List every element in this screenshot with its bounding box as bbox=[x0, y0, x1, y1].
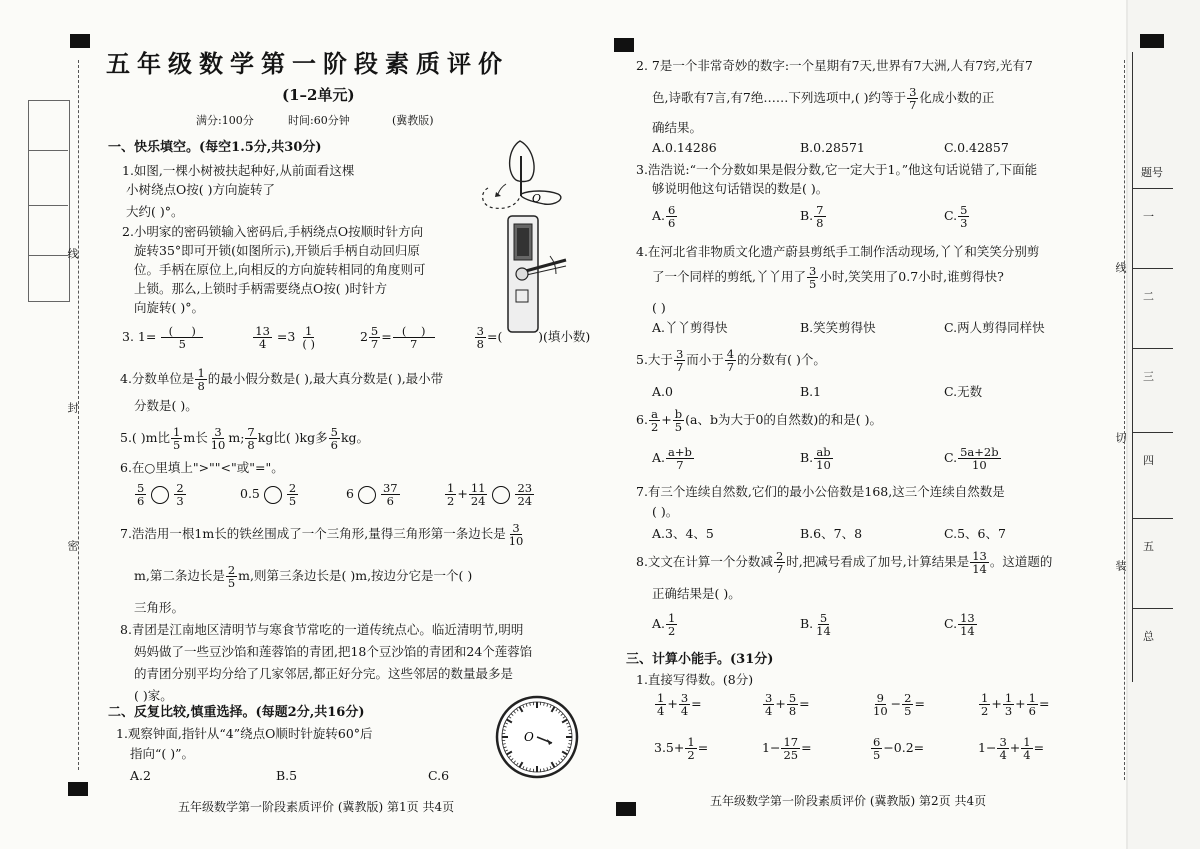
binding-divider bbox=[28, 205, 68, 206]
binding-divider bbox=[28, 255, 68, 256]
p2-question-2-line: 2. 7是一个非常奇妙的数字:一个星期有7天,世界有7大洲,人有7窍,光有7 bbox=[636, 58, 1033, 73]
calc-item: $\frac{9}{10}$ − $\frac{2}{5}$ = bbox=[873, 691, 925, 719]
option-b[interactable]: B.5 bbox=[276, 768, 298, 783]
side-label: 装 bbox=[1114, 560, 1127, 571]
option-c[interactable]: C.无数 bbox=[944, 384, 983, 399]
p2-question-3-line: 3.浩浩说:“一个分数如果是假分数,它一定大于1。”他这句话说错了,下面能 bbox=[636, 162, 1038, 177]
door-lock-figure bbox=[500, 214, 572, 336]
p2-question-4-line: ( ) bbox=[652, 300, 666, 315]
p2-question-6: 6. $\frac{a}{2}$ + $\frac{b}{5}$ (a、b为大于0的自然数)的和是( )。 bbox=[636, 407, 883, 435]
section-heading: 二、反复比较,慎重选择。(每题2分,共16分) bbox=[108, 705, 365, 720]
p2-question-2-line: 色,诗歌有7言,有7绝……下列选项中,( )约等于 $\frac{3}{7}$ 化成小数的正 bbox=[652, 85, 995, 113]
question-5: 5.( )m比 $\frac{1}{5}$ m长 $\frac{3}{10}$ m; $\frac{7}{8}$ kg比( )kg多 $\frac{5}{6}$ kg。 bbox=[120, 425, 370, 453]
q4-fraction: $\frac{1}{8}$ bbox=[197, 366, 205, 394]
compare-circle[interactable] bbox=[264, 486, 282, 504]
question-8-line: 8.青团是江南地区清明节与寒食节常吃的一道传统点心。临近清明节,明明 bbox=[120, 622, 524, 637]
option-b[interactable]: B.6、7、8 bbox=[800, 526, 863, 541]
compare-circle[interactable] bbox=[358, 486, 376, 504]
p2-question-4-line: 了一个同样的剪纸,丫丫用了 $\frac{3}{5}$ 小时,笑笑用了0.7小时,谁剪得快? bbox=[652, 264, 1004, 292]
q3-fraction-1: $\frac{( )}{5}$ bbox=[161, 325, 203, 350]
option-b[interactable]: B. $\frac{5}{14}$ bbox=[800, 611, 831, 639]
score-table-cell: 题号 bbox=[1141, 166, 1163, 179]
question-8-line: ( )家。 bbox=[134, 688, 173, 703]
score-table-cell: 三 bbox=[1143, 370, 1154, 383]
question-2-line: 旋转35°即可开锁(如图所示),开锁后手柄自动回归原 bbox=[134, 243, 420, 258]
side-label: 线 bbox=[1114, 262, 1127, 273]
question-1-line: 小树绕点O按( )方向旋转了 bbox=[126, 182, 275, 197]
side-label: 切 bbox=[1114, 432, 1127, 443]
s2-question-1-line: 1.观察钟面,指针从“4”绕点O顺时针旋转60°后 bbox=[116, 726, 373, 741]
question-6: 6.在○里填上">""<"或"="。 bbox=[120, 460, 284, 475]
option-c[interactable]: C.5、6、7 bbox=[944, 526, 1006, 541]
question-7-line: 三角形。 bbox=[134, 600, 185, 615]
section-heading: 一、快乐填空。(每空1.5分,共30分) bbox=[108, 140, 322, 155]
section-heading: 三、计算小能手。(31分) bbox=[626, 652, 774, 667]
binding-label: 密 bbox=[66, 540, 79, 551]
option-a[interactable]: A.2 bbox=[130, 768, 151, 783]
q6-compare-1: $\frac{5}{6}$ $\frac{2}{3}$ bbox=[137, 481, 184, 509]
option-a[interactable]: A.0.14286 bbox=[652, 140, 717, 155]
calc-item: $\frac{1}{4}$ + $\frac{3}{4}$ = bbox=[657, 691, 702, 719]
option-c[interactable]: C. $\frac{5}{3}$ bbox=[944, 203, 968, 231]
score-table-cell: 总 bbox=[1143, 630, 1154, 643]
q3-mixed-fraction: $\frac{5}{7}$ bbox=[370, 324, 379, 352]
q6-compare-3: 6 $\frac{37}{6}$ bbox=[346, 481, 398, 509]
p2-question-7-line: ( )。 bbox=[652, 504, 679, 519]
score-table-cell: 一 bbox=[1143, 210, 1154, 223]
score-table-cell: 二 bbox=[1143, 290, 1154, 303]
registration-mark bbox=[1140, 34, 1164, 48]
page-2-footer: 五年级数学第一阶段素质评价 (冀教版) 第2页 共4页 bbox=[710, 794, 987, 808]
option-b[interactable]: B. $\frac{ab}{10}$ bbox=[800, 445, 831, 473]
score-table-cell: 五 bbox=[1143, 540, 1154, 553]
p2-question-5: 5.大于 $\frac{3}{7}$ 而小于 $\frac{4}{7}$ 的分数有( )个。 bbox=[636, 347, 826, 375]
compare-circle[interactable] bbox=[492, 486, 510, 504]
registration-mark bbox=[616, 802, 636, 816]
question-8-line: 妈妈做了一些豆沙馅和莲蓉馅的青团,把18个豆沙馅的青团和24个莲蓉馅 bbox=[134, 644, 533, 659]
option-c[interactable]: C.6 bbox=[428, 768, 450, 783]
p2-question-4-line: 4.在河北省非物质文化遗产蔚县剪纸手工制作活动现场,丫丫和笑笑分别剪 bbox=[636, 244, 1040, 259]
s2-question-1-line: 指向“( )”。 bbox=[130, 746, 195, 761]
p2-question-7-line: 7.有三个连续自然数,它们的最小公倍数是168,这三个连续自然数是 bbox=[636, 484, 1005, 499]
question-1-line: 大约( )°。 bbox=[126, 204, 184, 219]
question-2-line: 向旋转( )°。 bbox=[134, 300, 204, 315]
q6-compare-4: $\frac{1}{2}$ + $\frac{11}{24}$ $\frac{23}{24}$ bbox=[447, 481, 533, 509]
q3-fraction-4: $\frac{( )}{7}$ bbox=[393, 325, 435, 350]
p2-question-8: 8.文文在计算一个分数减 $\frac{2}{7}$ 时,把减号看成了加号,计算结果是 $\frac{13}{14}$ 。这道题的 bbox=[636, 549, 1053, 577]
question-3: 3. 1= $\frac{( )}{5}$ $\frac{13}{4}$ =3 $\frac{1}{( )}$ 2 $\frac{5}{7}$ = $\frac{( )}{7}$ $\frac{3}{8}$ =( )(填小数) bbox=[122, 324, 591, 352]
option-c[interactable]: C. $\frac{5a+2b}{10}$ bbox=[944, 445, 999, 473]
page-1-footer: 五年级数学第一阶段素质评价 (冀教版) 第1页 共4页 bbox=[178, 800, 455, 814]
option-a[interactable]: A.0 bbox=[652, 384, 673, 399]
question-2-line: 2.小明家的密码锁输入密码后,手柄绕点O按顺时针方向 bbox=[122, 224, 424, 239]
registration-mark bbox=[70, 34, 90, 48]
question-2-line: 位。手柄在原位上,向相反的方向旋转相同的角度则可 bbox=[134, 262, 426, 277]
binding-line bbox=[78, 60, 79, 770]
clock-figure bbox=[494, 694, 580, 780]
calc-item: $\frac{3}{4}$ + $\frac{5}{8}$ = bbox=[765, 691, 810, 719]
option-a[interactable]: A.丫丫剪得快 bbox=[652, 320, 728, 335]
calc-item: $\frac{1}{2}$ + $\frac{1}{3}$ + $\frac{1}{6}$ = bbox=[981, 691, 1050, 719]
compare-circle[interactable] bbox=[151, 486, 169, 504]
score-table-cell: 四 bbox=[1143, 454, 1154, 467]
calc-item: $\frac{6}{5}$ −0.2= bbox=[873, 735, 925, 763]
calc-item: 1− $\frac{17}{25}$ = bbox=[762, 735, 812, 763]
tree-point-label: O bbox=[532, 192, 542, 205]
option-b[interactable]: B.0.28571 bbox=[800, 140, 865, 155]
option-a[interactable]: A. $\frac{a+b}{7}$ bbox=[652, 445, 692, 473]
page-title: 五年级数学第一阶段素质评价 bbox=[106, 49, 509, 78]
binding-label: 封 bbox=[66, 402, 79, 413]
question-1-line: 1.如图,一棵小树被扶起种好,从前面看这棵 bbox=[122, 163, 355, 178]
binding-boxes bbox=[28, 100, 70, 302]
q6-compare-2: 0.5 $\frac{2}{5}$ bbox=[240, 481, 297, 509]
q3-label: 3. 1= bbox=[122, 329, 157, 345]
option-c[interactable]: C.0.42857 bbox=[944, 140, 1009, 155]
q3-fraction-3: $\frac{1}{( )}$ bbox=[302, 324, 315, 352]
p2-question-3-line: 够说明他这句话错误的数是( )。 bbox=[652, 181, 829, 196]
clock-center-label: O bbox=[524, 730, 534, 744]
question-4: 4.分数单位是 $\frac{1}{8}$ 的最小假分数是( ),最大真分数是( ),最小带 bbox=[120, 366, 444, 394]
option-c[interactable]: C. $\frac{13}{14}$ bbox=[944, 611, 975, 639]
option-b[interactable]: B.笑笑剪得快 bbox=[800, 320, 876, 335]
question-2-line: 上锁。那么,上锁时手柄需要绕点O按( )时针方 bbox=[134, 281, 387, 296]
question-4-line: 分数是( )。 bbox=[134, 398, 198, 413]
score-table bbox=[1132, 52, 1173, 682]
binding-line bbox=[1124, 60, 1125, 780]
q3-fraction-2: $\frac{13}{4}$ bbox=[255, 324, 270, 352]
option-c[interactable]: C.两人剪得同样快 bbox=[944, 320, 1045, 335]
q3-fraction-5: $\frac{3}{8}$ bbox=[476, 324, 484, 352]
meta-score: 满分:100分 bbox=[196, 114, 254, 127]
meta-time: 时间:60分钟 bbox=[288, 114, 350, 127]
question-7-line: m,第二条边长是 $\frac{2}{5}$ m,则第三条边长是( )m,按边分它是一个( ) bbox=[134, 563, 473, 591]
question-7: 7.浩浩用一根1m长的铁丝围成了一个三角形,量得三角形第一条边长是 $\frac{3}{10}$ bbox=[120, 521, 524, 549]
p2-question-2-line: 确结果。 bbox=[652, 120, 703, 135]
registration-mark bbox=[614, 38, 634, 52]
binding-label: 线 bbox=[66, 248, 79, 259]
tree-rotation-figure bbox=[468, 136, 578, 216]
option-b[interactable]: B. $\frac{7}{8}$ bbox=[800, 203, 824, 231]
option-a[interactable]: A. $\frac{1}{2}$ bbox=[652, 611, 676, 639]
p2-question-8-line: 正确结果是( )。 bbox=[652, 586, 741, 601]
calc-item: 3.5+ $\frac{1}{2}$ = bbox=[654, 735, 709, 763]
binding-divider bbox=[28, 150, 68, 151]
registration-mark bbox=[68, 782, 88, 796]
option-b[interactable]: B.1 bbox=[800, 384, 822, 399]
question-8-line: 的青团分别平均分给了几家邻居,都正好分完。这些邻居的数量最多是 bbox=[134, 666, 513, 681]
option-a[interactable]: A. $\frac{6}{6}$ bbox=[652, 203, 676, 231]
subsection-heading: 1.直接写得数。(8分) bbox=[636, 672, 754, 687]
meta-edition: (冀教版) bbox=[392, 114, 434, 127]
option-a[interactable]: A.3、4、5 bbox=[652, 526, 714, 541]
calc-item: 1− $\frac{3}{4}$ + $\frac{1}{4}$ = bbox=[978, 735, 1045, 763]
page-subtitle: (1–2单元) bbox=[282, 86, 355, 104]
